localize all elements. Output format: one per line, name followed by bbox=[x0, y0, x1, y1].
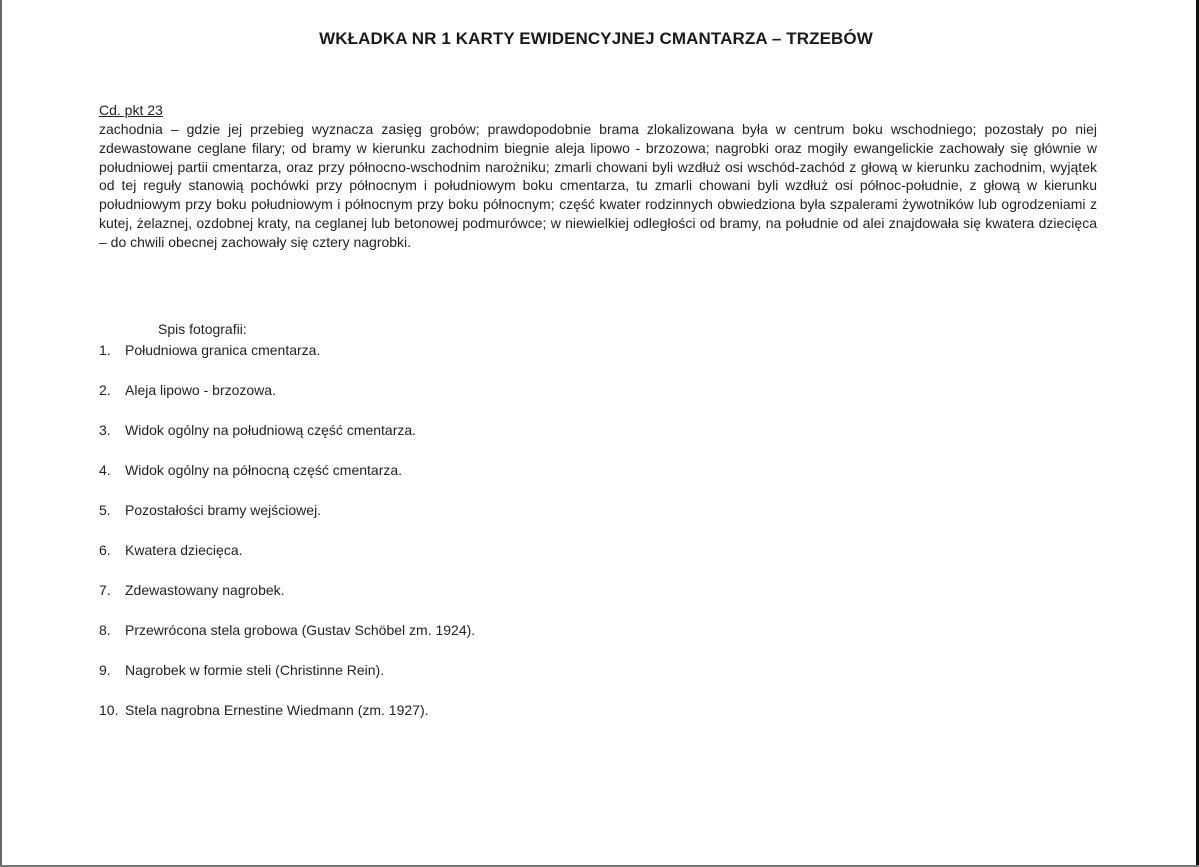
document-title: WKŁADKA NR 1 KARTY EWIDENCYJNEJ CMANTARZA – TRZEBÓW bbox=[319, 29, 873, 48]
list-item bbox=[99, 460, 475, 500]
list-item bbox=[99, 620, 475, 660]
list-item-number: 6. bbox=[99, 542, 111, 558]
list-item-text: Stela nagrobna Ernestine Wiedmann (zm. 1927). bbox=[125, 702, 429, 718]
list-item-number: 7. bbox=[99, 582, 111, 598]
list-item bbox=[99, 700, 475, 740]
list-item-text: Nagrobek w formie steli (Christinne Rein). bbox=[125, 662, 385, 678]
list-item-text: Kwatera dziecięca. bbox=[125, 542, 243, 558]
list-item-text: Pozostałości bramy wejściowej. bbox=[125, 502, 322, 518]
photo-list bbox=[99, 340, 475, 740]
list-item-number: 9. bbox=[99, 662, 111, 678]
photo-list-heading: Spis fotografii: bbox=[158, 321, 247, 337]
list-item bbox=[99, 380, 475, 420]
list-item-number: 10. bbox=[99, 702, 119, 718]
list-item-text: Zdewastowany nagrobek. bbox=[125, 582, 285, 598]
list-item bbox=[99, 540, 475, 580]
list-item bbox=[99, 660, 475, 700]
list-item bbox=[99, 500, 475, 540]
body-paragraph: zachodnia – gdzie jej przebieg wyznacza zasięg grobów; prawdopodobnie brama zlokalizowana była w centrum boku wschodniego; pozostały po niej zdewastowane ceglane filary; od bramy w kierunku zachodnim biegnie aleja lipowo - brzozowa; nagrobki oraz mogiły ewangelickie zachowały się głównie w południowej partii cmentarza, oraz przy północno-wschodnim narożniku; zmarli chowani byli wzdłuż osi wschód-zachód z głową w kierunku zachodnim, wyjątek od tej reguły stanowią pochówki przy północnym i południowym boku cmentarza, tu zmarli chowani byli wzdłuż osi północ-południe, z głową w kierunku południowym przy boku południowym i północnym przy boku północnym; część kwater rodzinnych obwiedziona była szpalerami żywotników lub ogrodzeniami z kutej, żelaznej, ozdobnej kraty, na ceglanej lub betonowej podmurówce; w niewielkiej odległości od bramy, na południe od alei znajdowała się kwatera dziecięca – do chwili obecnej zachowały się cztery nagrobki. bbox=[99, 121, 1097, 250]
list-item-number: 4. bbox=[99, 462, 111, 478]
list-item bbox=[99, 420, 475, 460]
list-item-number: 1. bbox=[99, 342, 111, 358]
list-item-text: Widok ogólny na południową część cmentarza. bbox=[125, 422, 417, 438]
section-reference: Cd. pkt 23 bbox=[99, 102, 163, 118]
scan-edge-left bbox=[0, 0, 2, 867]
list-item-text: Aleja lipowo - brzozowa. bbox=[125, 382, 276, 398]
list-item-number: 8. bbox=[99, 622, 111, 638]
list-item-number: 2. bbox=[99, 382, 111, 398]
list-item-number: 5. bbox=[99, 502, 111, 518]
list-item bbox=[99, 340, 475, 380]
list-item-text: Widok ogólny na północną część cmentarza. bbox=[125, 462, 403, 478]
list-item-text: Przewrócona stela grobowa (Gustav Schöbel zm. 1924). bbox=[125, 622, 476, 638]
list-item-text: Południowa granica cmentarza. bbox=[125, 342, 321, 358]
list-item bbox=[99, 580, 475, 620]
list-item-number: 3. bbox=[99, 422, 111, 438]
